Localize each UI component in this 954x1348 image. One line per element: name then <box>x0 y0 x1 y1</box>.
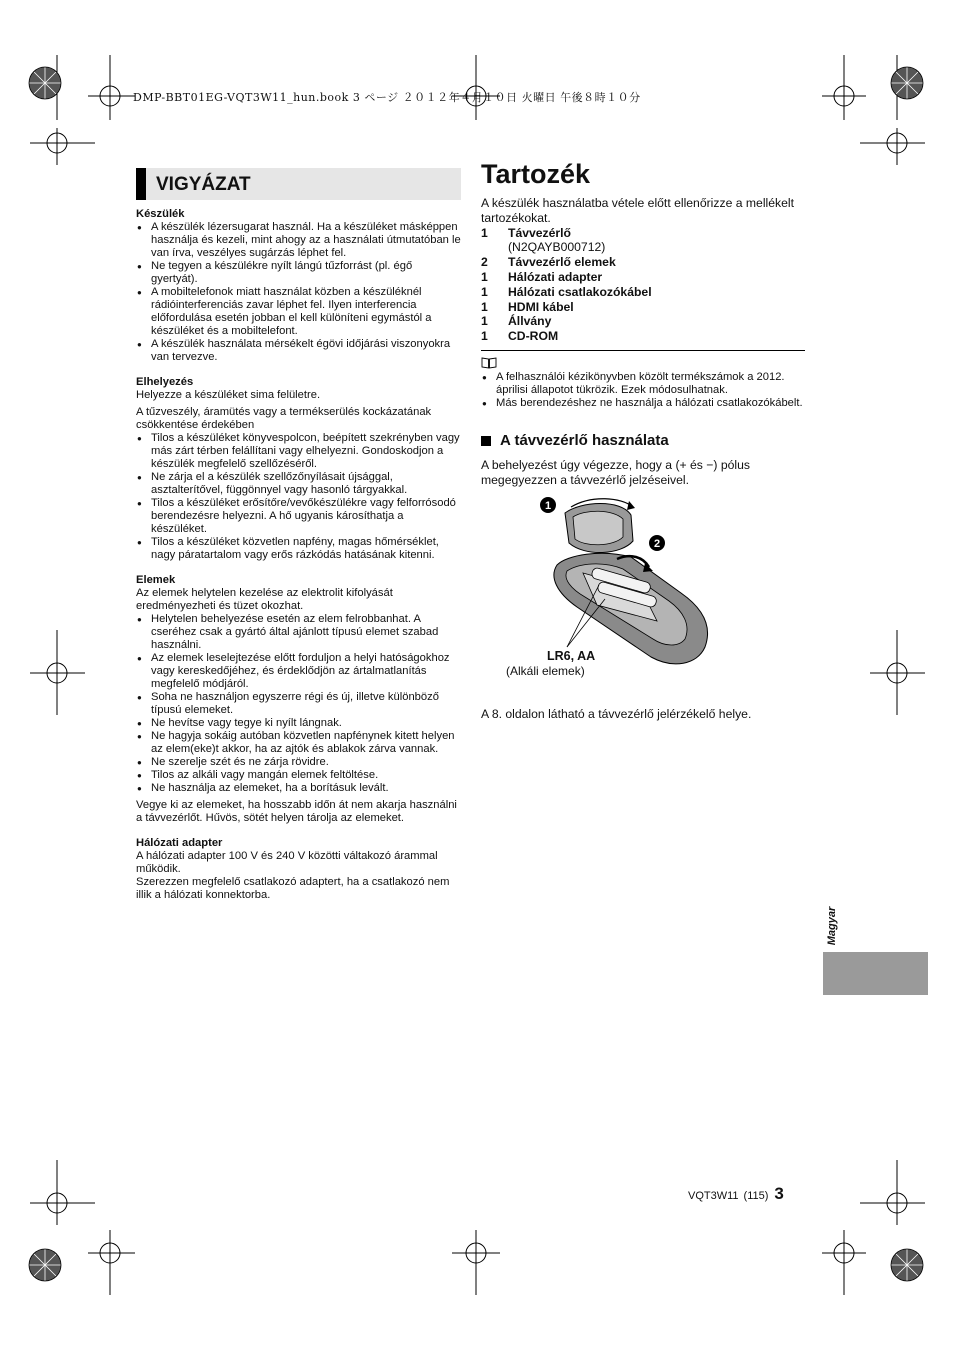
remote-heading <box>481 431 805 449</box>
accessory-notes <box>481 371 805 410</box>
list-item: ● Tilos a készüléket erősítőre/vevőkészülékre vagy felforrósodó berendezésre helyezni. A hő ugyanis károsíthatja a készüléket. <box>136 497 461 536</box>
accessory-qty: 2 <box>481 255 488 270</box>
heading-square-icon <box>481 436 491 446</box>
remote-footnote: A 8. oldalon látható a távvezérlő jelérzékelő helye. <box>481 707 752 722</box>
placement-bullets <box>136 432 461 562</box>
caution-column <box>136 168 461 902</box>
placement-heading: Elhelyezés <box>136 376 194 388</box>
batteries-outro: Vegye ki az elemeket, ha hosszabb időn át nem akarja használni a távvezérlőt. Hűvös, sötét helyen tárolja az elemeket. <box>136 799 457 824</box>
list-item: ● A készülék használata mérsékelt égövi időjárási viszonyokra van tervezve. <box>136 338 461 364</box>
accessory-qty: 1 <box>481 284 488 299</box>
list-item: ● Soha ne használjon egyszerre régi és új, illetve különböző típusú elemeket. <box>136 691 461 717</box>
list-item: ● A felhasználói kézikönyvben közölt termékszámok a 2012. áprilisi állapotot tükrözik. Ezek módosulhatnak. <box>481 371 805 397</box>
batteries-heading: Elemek <box>136 574 176 586</box>
accessory-code: (N2QAYB000712) <box>508 240 606 255</box>
accessory-qty: 1 <box>481 314 488 329</box>
list-item <box>481 270 805 285</box>
language-tab-label: Magyar <box>826 906 838 946</box>
book-icon <box>481 357 805 371</box>
adapter-p1: A hálózati adapter 100 V és 240 V közötti váltakozó árammal működik. <box>136 850 438 875</box>
heading-marker <box>136 168 146 200</box>
list-item <box>481 226 805 241</box>
accessories-column <box>481 158 805 722</box>
device-bullets <box>136 221 461 364</box>
accessory-name: HDMI kábel <box>508 299 574 314</box>
list-item: ● Tilos az alkáli vagy mangán elemek feltöltése. <box>136 769 461 782</box>
list-item: ● Az elemek leselejtezése előtt forduljon a helyi hatóságokhoz vagy kereskedőjéhez, és érdeklődjön az ártalmatlanítás megfelelő módjáról. <box>136 652 461 691</box>
accessory-name: Hálózati csatlakozókábel <box>508 284 652 299</box>
list-item: ● A mobiltelefonok miatt használat közben a készüléknél rádióinterferenciás zavar léphet fel. Ilyen interferencia előfordulása esetén jobban el kell különíteni egymástól a készüléket és a mobiltelefont. <box>136 286 461 338</box>
list-item: ● Más berendezéshez ne használja a hálózati csatlakozókábelt. <box>481 397 805 410</box>
page-footer <box>688 1184 784 1204</box>
battery-insertion-figure <box>481 497 805 697</box>
adapter-heading: Hálózati adapter <box>136 837 223 849</box>
accessory-qty: 1 <box>481 269 488 284</box>
language-tab <box>823 952 928 995</box>
list-item: ● A készülék lézersugarat használ. Ha a készüléket másképpen használja és kezeli, mint ahogy az a használati útmutatóban le van írva, veszélyes sugárzás léphet fel. <box>136 221 461 260</box>
placement-intro: Helyezze a készüléket sima felületre. <box>136 389 321 401</box>
list-item: ● Tilos a készüléket közvetlen napfény, magas hőmérséklet, nagy páratartalom vagy erős rázkódás hatásának kitenni. <box>136 536 461 562</box>
battery-type-sub: (Alkáli elemek) <box>506 664 585 679</box>
list-item: ● Ne hagyja sokáig autóban közvetlen napfénynek kitett helyen az elem(eke)t akkor, ha az ajtók és ablakok zárva vannak. <box>136 730 461 756</box>
step-1-label: 1 <box>544 500 552 513</box>
accessory-name: Állvány <box>508 314 552 329</box>
list-item <box>481 255 805 270</box>
accessories-title: Tartozék <box>481 159 591 189</box>
remote-instruction: A behelyezést úgy végezze, hogy a (+ és −) pólus megegyezzen a távvezérlő jelzéseivel. <box>481 457 750 487</box>
list-item <box>481 314 805 329</box>
divider <box>481 350 805 351</box>
accessories-intro: A készülék használatba vétele előtt ellenőrizze a mellékelt tartozékokat. <box>481 196 794 225</box>
list-item <box>481 329 805 344</box>
print-info-line: DMP-BBT01EG-VQT3W11_hun.book 3 ページ ２０１２年４月１０日 火曜日 午後８時１０分 <box>133 91 641 104</box>
device-heading: Készülék <box>136 208 185 220</box>
accessory-qty: 1 <box>481 225 488 240</box>
list-item: ● Helytelen behelyezése esetén az elem felrobbanhat. A cseréhez csak a gyártó által ajánlott típusú elemet szabad használni. <box>136 613 461 652</box>
accessory-qty: 1 <box>481 299 488 314</box>
battery-type-label: LR6, AA <box>547 649 596 664</box>
list-item <box>481 300 805 315</box>
page-number: 3 <box>774 1184 784 1203</box>
step-2-label: 2 <box>653 538 661 551</box>
accessory-name: Távvezérlő elemek <box>508 255 616 270</box>
list-item: ● Ne zárja el a készülék szellőzőnyílásait újsággal, asztalterítővel, függönnyel vagy hasonló tárgyakkal. <box>136 471 461 497</box>
caution-title: VIGYÁZAT <box>156 173 251 195</box>
remote-heading-text: A távvezérlő használata <box>500 431 669 449</box>
list-item <box>481 285 805 300</box>
placement-intro-2: A tűzveszély, áramütés vagy a termékserülés kockázatának csökkentése érdekében <box>136 406 432 431</box>
caution-heading-bar <box>136 168 461 200</box>
batteries-bullets <box>136 613 461 795</box>
accessory-qty: 1 <box>481 329 488 344</box>
list-item: ● Ne szerelje szét és ne zárja rövidre. <box>136 756 461 769</box>
list-item: ● Tilos a készüléket könyvespolcon, beépített szekrényben vagy más zárt térben felállítani vagy elhelyezni. Gondoskodjon a készülék megfelelő szellőzéséről. <box>136 432 461 471</box>
accessory-name: Távvezérlő <box>508 225 572 240</box>
accessory-name: Hálózati adapter <box>508 269 603 284</box>
accessory-name: CD-ROM <box>508 329 559 344</box>
accessory-list <box>481 226 805 344</box>
doc-subpage: (115) <box>743 1190 769 1202</box>
batteries-intro: Az elemek helytelen kezelése az elektrolit kifolyását eredményezheti és tüzet okozhat. <box>136 587 393 612</box>
doc-code: VQT3W11 <box>688 1190 739 1202</box>
list-item: ● Ne használja az elemeket, ha a borításuk levált. <box>136 782 461 795</box>
list-item: ● Ne hevítse vagy tegye ki nyílt lángnak. <box>136 717 461 730</box>
list-item: ● Ne tegyen a készülékre nyílt lángú tűzforrást (pl. égő gyertyát). <box>136 260 461 286</box>
adapter-p2: Szerezzen megfelelő csatlakozó adaptert, ha a csatlakozó nem illik a hálózati konnektorba. <box>136 876 450 901</box>
